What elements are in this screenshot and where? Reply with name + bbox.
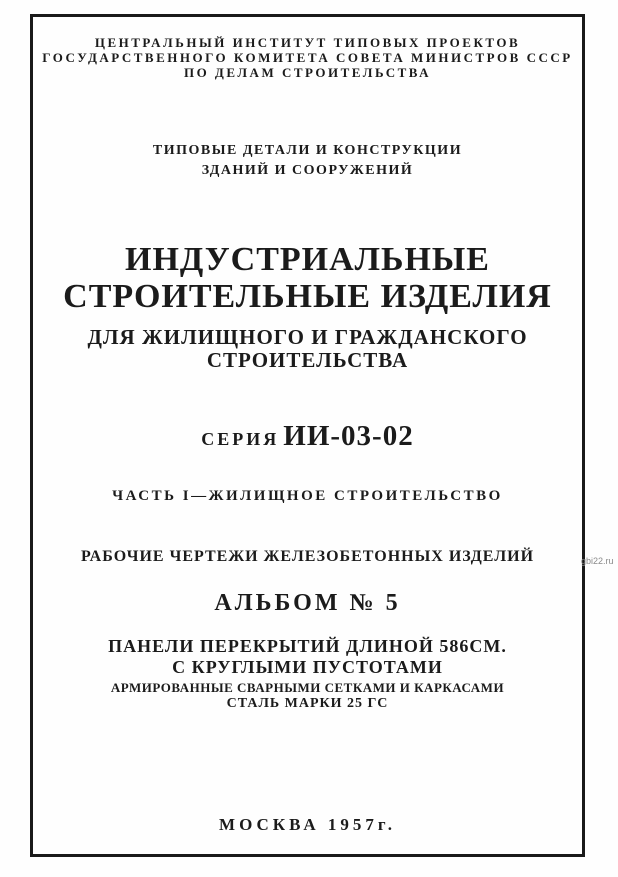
page-subtitle xyxy=(30,326,585,372)
org-line-1: ЦЕНТРАЛЬНЫЙ ИНСТИТУТ ТИПОВЫХ ПРОЕКТОВ xyxy=(94,35,521,50)
imprint-city-year: МОСКВА 1957г. xyxy=(219,815,396,834)
product-line-2: С КРУГЛЫМИ ПУСТОТАМИ xyxy=(172,657,443,677)
series-header xyxy=(30,141,585,181)
series-header-line-1: ТИПОВЫЕ ДЕТАЛИ И КОНСТРУКЦИИ xyxy=(152,143,463,158)
product-line-1: ПАНЕЛИ ПЕРЕКРЫТИЙ ДЛИНОЙ 586СМ. xyxy=(108,636,507,656)
org-line-2: ГОСУДАРСТВЕННОГО КОМИТЕТА СОВЕТА МИНИСТРОВ СССР xyxy=(42,50,573,65)
series-code: ИИ-03-02 xyxy=(283,420,414,452)
drawings-line: РАБОЧИЕ ЧЕРТЕЖИ ЖЕЛЕЗОБЕТОННЫХ ИЗДЕЛИЙ xyxy=(80,548,535,565)
series-designation xyxy=(30,420,585,453)
issuing-organization xyxy=(30,35,585,80)
org-line-3: ПО ДЕЛАМ СТРОИТЕЛЬСТВА xyxy=(183,65,432,80)
product-line-4: СТАЛЬ МАРКИ 25 ГС xyxy=(226,696,389,711)
product-description xyxy=(30,636,585,712)
site-watermark: gbi22.ru xyxy=(581,556,614,566)
page-subtitle-line-1: ДЛЯ ЖИЛИЩНОГО И ГРАЖДАНСКОГО xyxy=(87,325,528,349)
product-line-3: АРМИРОВАННЫЕ СВАРНЫМИ СЕТКАМИ И КАРКАСАМИ xyxy=(110,680,505,695)
series-label: СЕРИЯ xyxy=(201,429,280,449)
page-title-line-1: ИНДУСТРИАЛЬНЫЕ xyxy=(125,241,490,278)
series-header-line-2: ЗДАНИЙ И СООРУЖЕНИЙ xyxy=(201,163,414,178)
part-line: ЧАСТЬ I—ЖИЛИЩНОЕ СТРОИТЕЛЬСТВО xyxy=(112,488,503,504)
album-number: АЛЬБОМ № 5 xyxy=(214,590,401,616)
page-subtitle-line-2: СТРОИТЕЛЬСТВА xyxy=(206,348,409,372)
page-title-line-2: СТРОИТЕЛЬНЫЕ ИЗДЕЛИЯ xyxy=(63,278,552,315)
page-title xyxy=(30,241,585,315)
